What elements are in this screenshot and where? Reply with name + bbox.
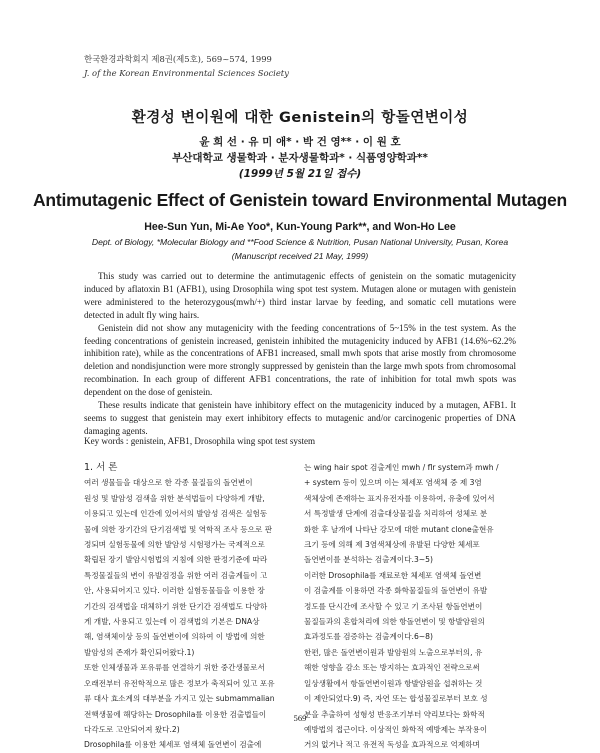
- body-line: 한편, 많은 돌연변이원과 발암원의 노출으로부터의, 유: [304, 647, 483, 657]
- abstract-paragraph-2: Genistein did not show any mutagenicity with the feeding concentrations of 5~15% in the test system. As the feeding concentrations of genistein increased, genistein inhibited the mutagenicity induced by AFB1 (14.6%~62.2% inhibition rate), while as the concentrations of AFB1 increased, small mwh spots that arise mostly from chromosome deletion and nondisjunction were more strongly suppressed by genistein than the large mwh spots from chromosomal recombination. In each group of different AFB1 concentrations, the rate of inhibition for total mwh spots was dependent on the dose of genistein.: [84, 322, 516, 398]
- body-line: 색체상에 존재하는 표지유전자를 이용하여, 유충에 있어서: [304, 493, 495, 503]
- body-line: 예방법의 접근이다. 이상적인 화학적 예방제는 부작용이: [304, 724, 488, 734]
- body-line: 다각도로 고안되어져 왔다.2): [84, 724, 180, 734]
- body-line: 기간의 검색법을 대체하기 위한 단기간 검색법도 다양하: [84, 601, 268, 611]
- body-line: 오래전부터 유전학적으로 많은 정보가 축적되어 있고 포유: [84, 678, 275, 688]
- journal-name-korean: 한국환경과학회지 제8권(제5호), 569~574, 1999: [84, 54, 272, 64]
- section-heading-introduction: 1. 서 론: [84, 462, 118, 473]
- keywords: Key words : genistein, AFB1, Drosophila wing spot test system: [84, 436, 316, 446]
- body-line: 일상생활에서 항돌연변이원과 항발암원을 섭취하는 것: [304, 678, 483, 688]
- abstract-paragraph-3: These results indicate that genistein have inhibitory effect on the mutagenicity induced by a mutagen, AFB1. It seems to suggest that genistein may exert inhibitory effects to mutagenic and/or carcinogenic properties of DNA damaging agents.: [84, 400, 516, 436]
- affiliation-korean: 부산대학교 생물학과 · 분자생물학과* · 식품영양학과**: [172, 152, 428, 164]
- body-column-right: [304, 460, 518, 753]
- body-line: 이 검출계를 이용하면 각종 화학물질들의 돌연변이 유발: [304, 586, 488, 596]
- paper-title-english: Antimutagenic Effect of Genistein toward Environmental Mutagen: [32, 190, 568, 210]
- body-line: 안, 사용되어지고 있다. 이러한 실험동물들을 이용한 장: [84, 586, 265, 596]
- body-line: 분을 추출하여 성형성 반응조기부터 약리보다는 화학적: [304, 709, 485, 719]
- body-line: 특정물질들의 변이 유발검정을 위한 여러 검출계들이 고: [84, 570, 268, 580]
- body-line: 돌연변이를 분석하는 검출계이다.3~5): [304, 555, 433, 565]
- body-line: 효과정도를 검증하는 검출계이다.6~8): [304, 632, 433, 642]
- body-line: 전핵생물에 해당하는 Drosophila를 이용한 검출법들이: [84, 709, 267, 719]
- body-line: 이러한 Drosophila를 재료로한 체세포 염색체 돌연변: [304, 570, 482, 580]
- paper-title-korean: 환경성 변이원에 대한 Genistein의 항돌연변이성: [131, 110, 469, 126]
- body-line: 해, 염색체이상 등의 돌연변이에 의하여 이 방법에 의한: [84, 632, 265, 642]
- body-line: 류 대사 효소계의 대부분을 가지고 있는 submammalian: [84, 694, 275, 704]
- body-column-left: [84, 460, 298, 753]
- body-line: 여러 생물들을 대상으로 한 각종 물질들의 돌연변이: [84, 478, 253, 488]
- body-line: 원성 및 발암성 검색을 위한 분석법들이 다양하게 개발,: [84, 493, 265, 503]
- body-line: 발암성의 존재가 확인되어왔다.1): [84, 647, 195, 657]
- authors-english: Hee-Sun Yun, Mi-Ae Yoo*, Kun-Young Park**, and Won-Ho Lee: [144, 221, 456, 233]
- body-line: 확립된 장기 발암시험법의 지침에 의한 판정기준에 따라: [84, 555, 268, 565]
- body-line: 정되며 실험동물에 의한 발암성 시험평가는 국제적으로: [84, 540, 265, 550]
- body-line: 이 제안되었다.9) 즉, 자연 또는 합성물질로부터 보호 성: [304, 694, 488, 704]
- body-line: 정도를 단시간에 조사할 수 있고 기 조사된 항돌연변이: [304, 601, 483, 611]
- body-line: 화한 후 날개에 나타난 강모에 대한 mutant clone출현유: [304, 524, 494, 534]
- body-line: 해한 영향을 감소 또는 방지하는 효과적인 전략으로써: [304, 663, 480, 673]
- authors-korean: 윤 희 선 · 유 미 애* · 박 건 영** · 이 원 호: [199, 136, 401, 148]
- body-line: 서 특정발생 단계에 검출대상물질을 처리하여 성체로 분: [304, 509, 488, 519]
- affiliation-english: Dept. of Biology, *Molecular Biology and **Food Science & Nutrition, Pusan National University, Pusan, Korea: [91, 237, 509, 247]
- body-line: 물에 의한 장기간의 단기검색법 및 역학적 조사 등으로 판: [84, 524, 273, 534]
- body-line: 물질들과의 혼합처리에 의한 항돌연변이 및 항발암원의: [304, 617, 485, 627]
- journal-name-english: J. of the Korean Environmental Sciences Society: [84, 68, 289, 78]
- body-line: 거의 없거나 적고 유전적 독성을 효과적으로 억제하며: [304, 740, 480, 750]
- body-line: 이용되고 있는데 인간에 있어서의 발암성 검색은 실험동: [84, 509, 268, 519]
- abstract-paragraph-1: This study was carried out to determine the antimutagenic effects of genistein on the somatic mutagenicity induced by aflatoxin B1 (AFB1), using Drosophila wing spot test system. Mutagen alone or mutagen with genistein were administered to the heterozygous(mwh/+) third instar larvae by feeding, and somatic cell mutations were detected in adult fly wing hairs.: [84, 271, 516, 320]
- body-line: 는 wing hair spot 검출계인 mwh / flr system과 mwh /: [304, 463, 499, 472]
- received-date-english: (Manuscript received 21 May, 1999): [231, 251, 369, 261]
- abstract: [84, 270, 516, 438]
- body-line: 또한 인체생물과 포유류를 연결하기 위한 중간생물로서: [84, 663, 265, 673]
- body-line: Drosophila를 이용한 체세포 염색체 돌연변이 검출에: [84, 740, 262, 750]
- body-line: + system 등이 있으며 이는 체세포 염색체 중 제 3염: [304, 478, 482, 488]
- journal-header: [84, 52, 289, 80]
- body-line: 크기 등에 의해 제 3염색체상에 유발된 다양한 체세포: [304, 540, 480, 550]
- body-line: 게 개발, 사용되고 있는데 이 검색법의 기본은 DNA상: [84, 617, 260, 627]
- received-date-korean: (1999년 5월 21일 접수): [238, 168, 362, 180]
- page-number: 569: [293, 713, 307, 723]
